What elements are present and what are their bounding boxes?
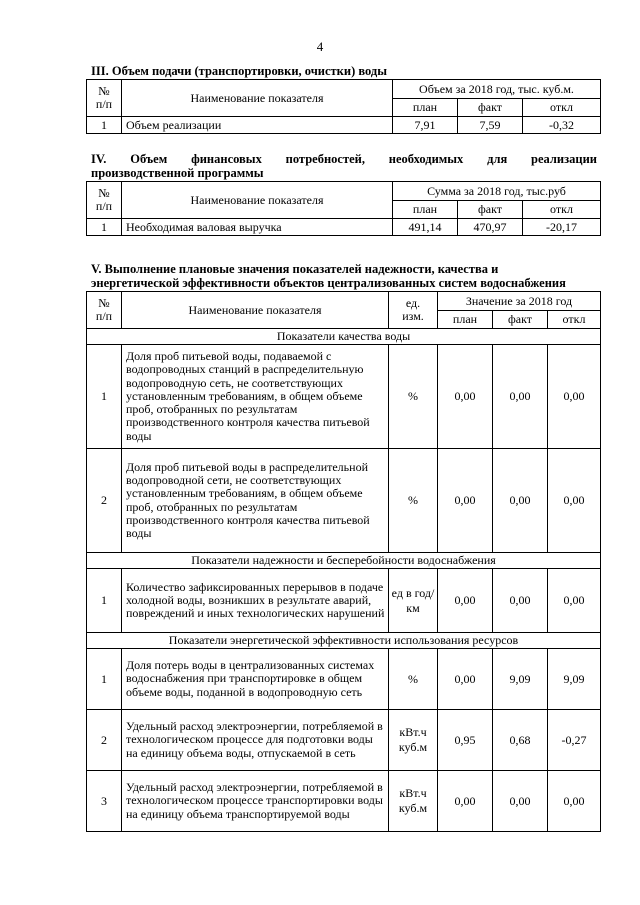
table-row xyxy=(87,219,601,236)
col-group-header: Объем за 2018 год, тыс. куб.м. xyxy=(393,80,601,99)
row-no: 1 xyxy=(87,345,122,449)
section4-title-line2: производственной программы xyxy=(91,166,264,180)
section3-table xyxy=(86,79,601,134)
row-otkl: -20,17 xyxy=(523,219,601,236)
row-plan: 0,00 xyxy=(438,449,493,553)
col-fact-header: факт xyxy=(493,311,548,329)
row-fact: 0,00 xyxy=(493,449,548,553)
row-fact: 0,00 xyxy=(493,771,548,832)
table-row xyxy=(87,710,601,771)
group-header-reliability: Показатели надежности и бесперебойности водоснабжения xyxy=(87,553,601,569)
col-fact-header: факт xyxy=(458,99,523,117)
row-no: 2 xyxy=(87,449,122,553)
row-otkl: 0,00 xyxy=(548,449,601,553)
col-no-header: № п/п xyxy=(87,80,122,117)
col-name-header: Наименование показателя xyxy=(122,182,393,219)
row-unit: кВт.ч куб.м xyxy=(389,771,438,832)
table-row xyxy=(87,771,601,832)
row-name: Доля потерь воды в централизованных системах водоснабжения при транспортировке в общем объеме воды, поданной в водопроводную сеть xyxy=(122,649,389,710)
row-plan: 0,95 xyxy=(438,710,493,771)
row-no: 1 xyxy=(87,569,122,633)
col-plan-header: план xyxy=(393,201,458,219)
row-fact: 7,59 xyxy=(458,117,523,134)
row-no: 1 xyxy=(87,219,122,236)
col-group-header: Значение за 2018 год xyxy=(438,292,601,311)
col-unit-header: ед. изм. xyxy=(389,292,438,329)
row-no: 1 xyxy=(87,649,122,710)
row-otkl: 0,00 xyxy=(548,345,601,449)
col-fact-header: факт xyxy=(458,201,523,219)
row-fact: 9,09 xyxy=(493,649,548,710)
row-name: Необходимая валовая выручка xyxy=(122,219,393,236)
table-row xyxy=(87,649,601,710)
row-unit: % xyxy=(389,449,438,553)
row-otkl: -0,32 xyxy=(523,117,601,134)
row-fact: 0,00 xyxy=(493,569,548,633)
page-number: 4 xyxy=(316,39,324,54)
row-fact: 0,00 xyxy=(493,345,548,449)
row-unit: ед в год/км xyxy=(389,569,438,633)
table-row xyxy=(87,117,601,134)
col-plan-header: план xyxy=(393,99,458,117)
section3-title: III. Объем подачи (транспортировки, очистки) воды xyxy=(91,64,388,78)
row-otkl: -0,27 xyxy=(548,710,601,771)
group-header-quality: Показатели качества воды xyxy=(87,329,601,345)
row-fact: 470,97 xyxy=(458,219,523,236)
section5-title-line1: V. Выполнение плановые значения показателей надежности, качества и xyxy=(91,262,499,276)
row-unit: % xyxy=(389,649,438,710)
row-otkl: 9,09 xyxy=(548,649,601,710)
col-otkl-header: откл xyxy=(523,201,601,219)
row-otkl: 0,00 xyxy=(548,569,601,633)
table-row xyxy=(87,569,601,633)
table-row xyxy=(87,449,601,553)
row-unit: % xyxy=(389,345,438,449)
section4-title-line1: IV. Объем финансовых потребностей, необходимых для реализации xyxy=(91,152,597,166)
row-otkl: 0,00 xyxy=(548,771,601,832)
col-no-header: № п/п xyxy=(87,292,122,329)
row-unit: кВт.ч куб.м xyxy=(389,710,438,771)
col-name-header: Наименование показателя xyxy=(122,292,389,329)
row-no: 1 xyxy=(87,117,122,134)
col-otkl-header: откл xyxy=(523,99,601,117)
row-name: Объем реализации xyxy=(122,117,393,134)
row-plan: 7,91 xyxy=(393,117,458,134)
row-plan: 0,00 xyxy=(438,771,493,832)
row-no: 2 xyxy=(87,710,122,771)
row-name: Удельный расход электроэнергии, потребляемой в технологическом процессе транспортировки воды на единицу объема транспортируемой воды xyxy=(122,771,389,832)
section5-title-line2: энергетической эффективности объектов централизованных систем водоснабжения xyxy=(91,276,566,290)
row-fact: 0,68 xyxy=(493,710,548,771)
row-no: 3 xyxy=(87,771,122,832)
group-header-energy: Показатели энергетической эффективности использования ресурсов xyxy=(87,633,601,649)
row-plan: 0,00 xyxy=(438,569,493,633)
col-no-header: № п/п xyxy=(87,182,122,219)
col-group-header: Сумма за 2018 год, тыс.руб xyxy=(393,182,601,201)
col-plan-header: план xyxy=(438,311,493,329)
row-plan: 0,00 xyxy=(438,345,493,449)
row-name: Удельный расход электроэнергии, потребляемой в технологическом процессе для подготовки воды на единицу объема воды, отпускаемой в сеть xyxy=(122,710,389,771)
row-plan: 0,00 xyxy=(438,649,493,710)
section4-table xyxy=(86,181,601,236)
row-name: Доля проб питьевой воды в распределительной водопроводной сети, не соответствующих установленным требованиям, в общем объеме проб, отобранных по результатам производственного контроля качества питьевой воды xyxy=(122,449,389,553)
table-row xyxy=(87,345,601,449)
row-name: Доля проб питьевой воды, подаваемой с водопроводных станций в распределительную водопроводную сеть, не соответствующих установленным требованиям, в общем объеме проб, отобранных по результатам производственного контроля качества питьевой воды xyxy=(122,345,389,449)
col-name-header: Наименование показателя xyxy=(122,80,393,117)
col-otkl-header: откл xyxy=(548,311,601,329)
row-name: Количество зафиксированных перерывов в подаче холодной воды, возникших в результате аварий, повреждений и иных технологических нарушений xyxy=(122,569,389,633)
row-plan: 491,14 xyxy=(393,219,458,236)
section5-table xyxy=(86,291,601,832)
